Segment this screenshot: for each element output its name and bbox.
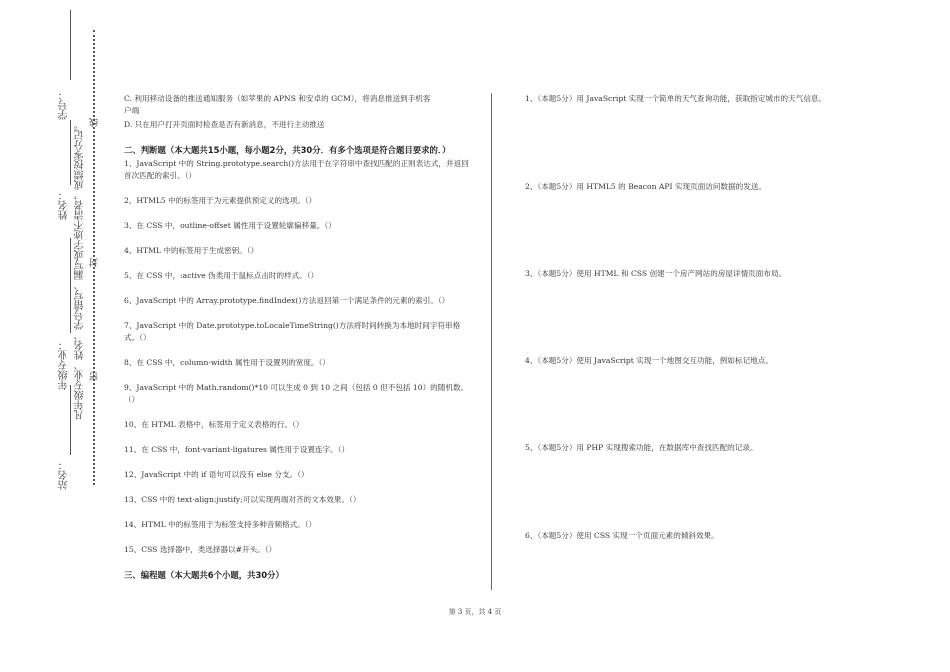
option-c-line1: C. 利用移动设备的推送通知服务（如苹果的 APNS 和安卓的 GCM），将消息推送到手机客 bbox=[124, 94, 431, 103]
judge-question: 3、在 CSS 中，outline-offset 属性用于设置轮廓偏移量。（） bbox=[124, 221, 336, 230]
binding-margin bbox=[0, 0, 110, 672]
seal-char-mi: 密 bbox=[90, 372, 100, 381]
judge-question: 13、CSS 中的 text-align:justify;可以实现两端对齐的文本效果。（） bbox=[124, 495, 361, 504]
name-line bbox=[70, 120, 71, 185]
judge-question: 12、JavaScript 中的 if 语句可以没有 else 分支。（） bbox=[124, 470, 309, 479]
section2-heading: 二、判断题（本大题共15小题，每小题2分，共30分．有多个选项是符合题目要求的．） bbox=[124, 145, 451, 155]
column-divider bbox=[491, 93, 492, 590]
option-c bbox=[124, 93, 469, 117]
left-column bbox=[124, 93, 469, 582]
page-footer: 第 3 页，共 4 页 bbox=[448, 608, 502, 616]
judge-question: 8、在 CSS 中，column-width 属性用于设置列的宽度。（） bbox=[124, 358, 330, 367]
judge-question: 15、CSS 选择器中，类选择器以#开头。（） bbox=[124, 545, 277, 554]
student-id-label: 学号： bbox=[59, 90, 70, 120]
judge-question: 14、HTML 中的标签用于为标签支持多种音频格式。（） bbox=[124, 520, 317, 529]
judge-question-list bbox=[124, 158, 469, 556]
station-line bbox=[70, 385, 71, 455]
judge-question: 11、在 CSS 中，font-variant-ligatures 属性用于设置连字。（） bbox=[124, 445, 350, 454]
student-id-line bbox=[70, 10, 71, 80]
judge-question: 4、HTML 中的标签用于生成密钥。（） bbox=[124, 246, 259, 255]
programming-question: 2、（本题5分）用 HTML5 的 Beacon API 实现页面访问数据的发送。 bbox=[525, 182, 767, 191]
judge-question: 5、在 CSS 中，:active 伪类用于鼠标点击时的样式。（） bbox=[124, 271, 319, 280]
binding-warning: 凡年级专业、姓名、学号错写、漏写或字迹不清者，成绩按零分记。 bbox=[75, 120, 86, 420]
programming-question: 5、（本题5分）用 PHP 实现搜索功能，在数据库中查找匹配的记录。 bbox=[525, 443, 758, 452]
station-label: 站名： bbox=[59, 460, 70, 490]
judge-question: 7、JavaScript 中的 Date.prototype.toLocaleTimeString()方法将时间转换为本地时间字符串格式。（） bbox=[124, 321, 461, 342]
programming-question: 3、（本题5分）使用 HTML 和 CSS 创建一个房产网站的房屋详情页面布局。 bbox=[525, 269, 787, 278]
section3-heading: 三、编程题（本大题共6个小题，共30分） bbox=[124, 570, 284, 580]
programming-question: 4、（本题5分）使用 JavaScript 实现一个地图交互功能，例如标记地点。 bbox=[525, 356, 773, 365]
judge-question: 2、HTML5 中的标签用于为元素提供预定义的选项。（） bbox=[124, 196, 317, 205]
option-d: D. 只在用户打开页面时检查是否有新消息，不进行主动推送 bbox=[124, 120, 325, 129]
judge-question: 9、JavaScript 中的 Math.random()*10 可以生成 0 到 10 之间（包括 0 但不包括 10）的随机数。（） bbox=[124, 383, 469, 404]
seal-dotted-line bbox=[93, 30, 95, 485]
option-c-line2: 户端 bbox=[124, 106, 140, 115]
programming-question: 1、（本题5分）用 JavaScript 实现一个简单的天气查询功能，获取指定城市的天气信息。 bbox=[525, 94, 827, 103]
judge-question: 1、JavaScript 中的 String.prototype.search()方法用于在字符串中查找匹配的正则表达式，并返回首次匹配的索引。（） bbox=[124, 159, 469, 180]
seal-char-feng: 封 bbox=[90, 258, 100, 267]
judge-question: 6、JavaScript 中的 Array.prototype.findIndex()方法返回第一个满足条件的元素的索引。（） bbox=[124, 296, 450, 305]
name-label: 姓名： bbox=[59, 190, 70, 220]
grade-major-label: 年级专业： bbox=[59, 340, 70, 390]
programming-question: 6、（本题5分）使用 CSS 实现一个页面元素的倾斜效果。 bbox=[525, 531, 719, 540]
grade-major-line bbox=[70, 238, 71, 333]
seal-char-xian: 线 bbox=[90, 118, 100, 127]
judge-question: 10、在 HTML 表格中，标签用于定义表格的行。（） bbox=[124, 420, 304, 429]
